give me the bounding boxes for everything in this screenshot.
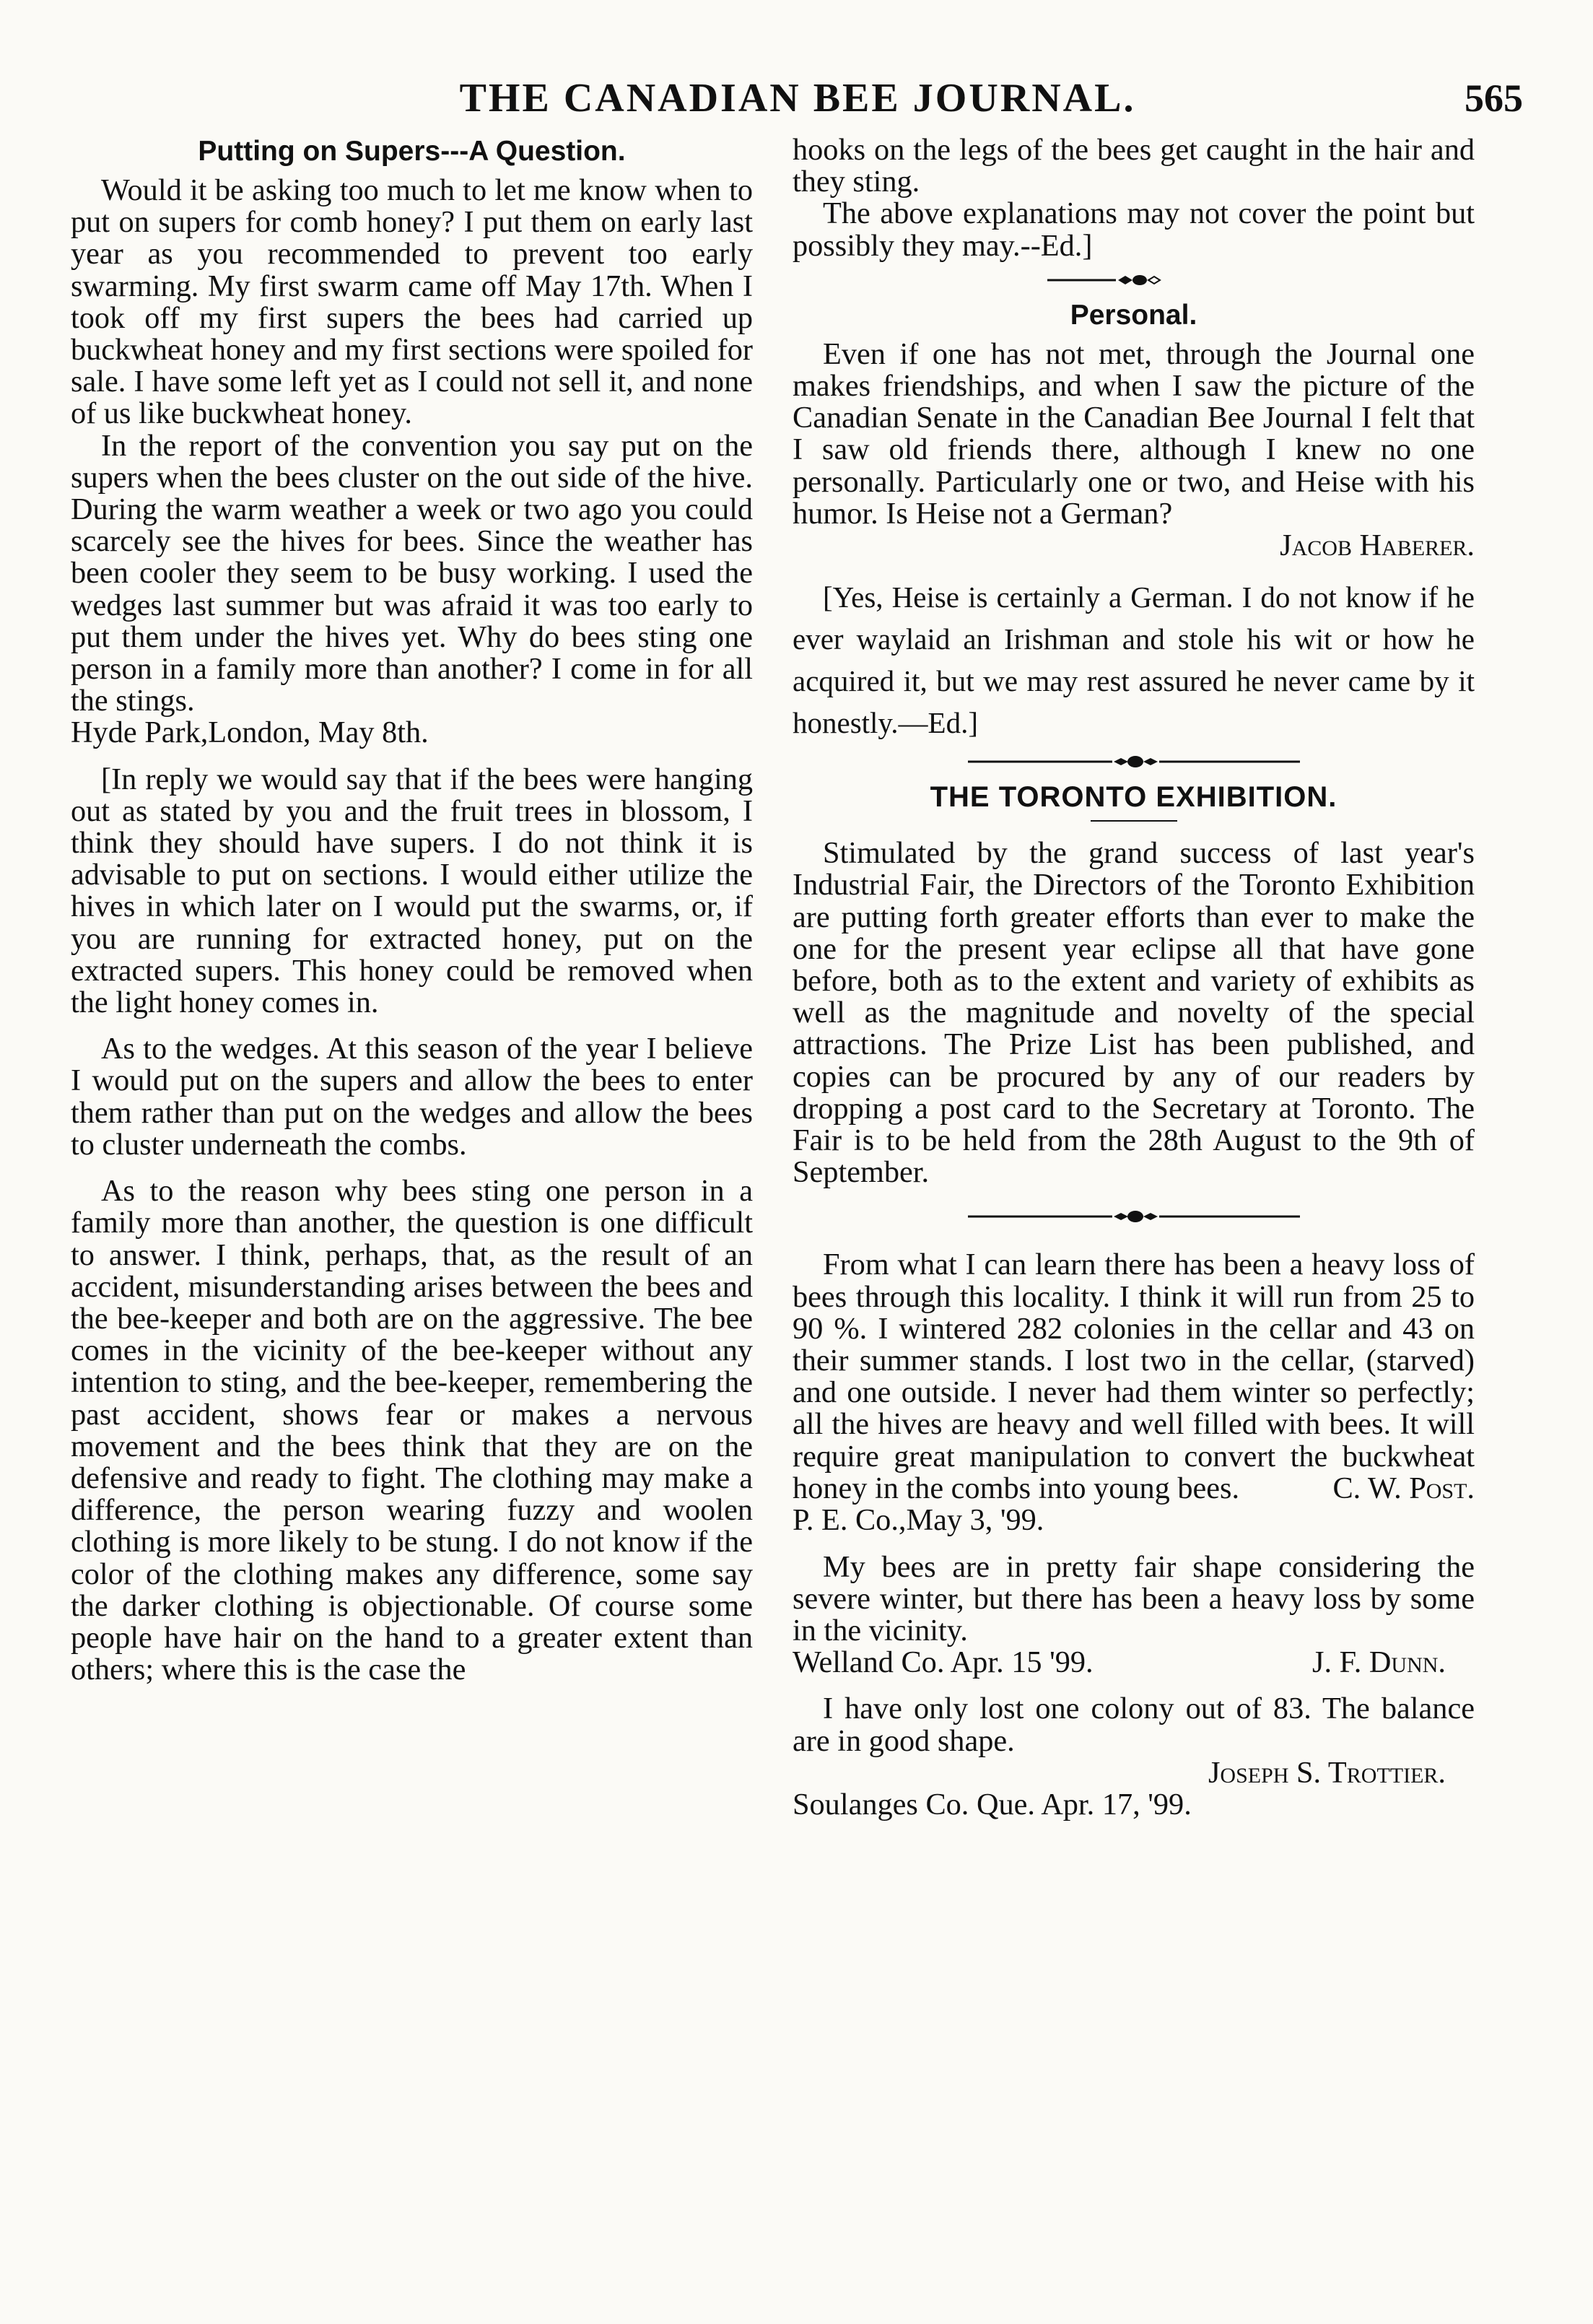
- personal-signature: Jacob Haberer.: [1280, 528, 1475, 563]
- personal-editor-reply: [Yes, Heise is certainly a German. I do not know if he ever waylaid an Irishman and stole his wit or how he acquired it, but we may rest assured he never came by it honestly.—Ed.]: [793, 580, 1475, 740]
- heading-underline: [1091, 820, 1177, 822]
- correspondence-signature: Joseph S. Trottier.: [1208, 1755, 1446, 1790]
- section-divider-ornament: [793, 262, 1475, 298]
- section-divider-ornament: [793, 744, 1475, 780]
- correspondence-signature: C. W. Post.: [1332, 1471, 1475, 1506]
- continued-paragraph: hooks on the legs of the bees get caught in the hair and they sting.: [793, 133, 1475, 199]
- personal-paragraph: Even if one has not met, through the Journal one makes friendships, and when I saw the picture of the Canadian Senate in the Canadian Bee Journal I felt that I saw old friends there, although I knew no one personally. Particularly one or two, and Heise with his humor. Is Heise not a German?: [793, 336, 1475, 531]
- correspondence-place: Welland Co. Apr. 15 '99.: [793, 1645, 1094, 1680]
- correspondence-paragraph: From what I can learn there has been a heavy loss of bees through this locality. I think it will run from 25 to 90 %. I wintered 282 colonies in the cellar and 43 on their summer stands. I lost two in the cellar, (starved) and one outside. I never had them winter so perfectly; all the hives are heavy and well filled with bees. It will require great manipulation to convert the buckwheat honey in the combs into young bees.: [793, 1248, 1475, 1505]
- article-heading-supers: Putting on Supers---A Question.: [198, 136, 626, 167]
- letter-dateline: Hyde Park,London, May 8th.: [71, 715, 429, 750]
- page-number: 565: [1465, 77, 1523, 120]
- article-heading-personal: Personal.: [1070, 299, 1197, 331]
- letter-paragraph: Would it be asking too much to let me know when to put on supers for comb honey? I put them on early last year as you recommended to prevent too early swarming. My first swarm came off May 17th. When I took off my first supers the bees had carried up buckwheat honey and my first sections were spoiled for sale. I have some left yet as I could not sell it, and none of us like buckwheat honey.: [71, 173, 753, 431]
- correspondence-paragraph: I have only lost one colony out of 83. The balance are in good shape.: [793, 1692, 1475, 1758]
- correspondence-signature: J. F. Dunn.: [1312, 1645, 1446, 1680]
- left-column: [71, 134, 753, 1686]
- correspondence-dateline: P. E. Co.,May 3, '99.: [793, 1503, 1044, 1538]
- right-column: [793, 134, 1475, 1821]
- running-title: THE CANADIAN BEE JOURNAL.: [459, 76, 1136, 121]
- correspondence-dateline-row: [793, 1647, 1475, 1679]
- editor-note-paragraph: The above explanations may not cover the point but possibly they may.--Ed.]: [793, 196, 1475, 263]
- exhibition-paragraph: Stimulated by the grand success of last year's Industrial Fair, the Directors of the Toronto Exhibition are putting forth greater efforts than ever to make the one for the present year eclipse all that have gone before, both as to the extent and variety of exhibits as well as the magnitude and novelty of the special attractions. The Prize List has been published, and copies can be procured by any of our readers by dropping a post card to the Secretary at Toronto. The Fair is to be held from the 28th August to the 9th of September.: [793, 836, 1475, 1190]
- correspondence-place: Soulanges Co. Que. Apr. 17, '99.: [793, 1787, 1192, 1822]
- article-heading-exhibition: THE TORONTO EXHIBITION.: [930, 781, 1337, 814]
- editor-reply-paragraph: As to the wedges. At this season of the year I believe I would put on the supers and allow the bees to enter them rather than put on the wedges and allow the bees to cluster underneath the combs.: [71, 1032, 753, 1162]
- letter-paragraph: In the report of the convention you say put on the supers when the bees cluster on the out side of the hive. During the warm weather a week or two ago you could scarcely see the hives for bees. Since the weather has been cooler they seem to be busy working. I used the wedges last summer but was afraid it was too early to put them under the hives yet. Why do bees sting one person in a family more than another? I come in for all the stings.: [71, 428, 753, 718]
- page-header: [72, 69, 1523, 127]
- correspondence-paragraph: My bees are in pretty fair shape considering the severe winter, but there has been a heavy loss by some in the vicinity.: [793, 1549, 1475, 1648]
- editor-reply-paragraph: [In reply we would say that if the bees were hanging out as stated by you and the fruit trees in blossom, I think they should have supers. I do not think it is advisable to put on sections. I would either utilize the hives in which later on I would put the swarms, or, if you are running for extracted honey, put on the extracted supers. This honey could be removed when the light honey comes in.: [71, 762, 753, 1020]
- section-divider-ornament: [793, 1198, 1475, 1235]
- editor-reply-paragraph: As to the reason why bees sting one person in a family more than another, the question is one difficult to answer. I think, perhaps, that, as the result of an accident, misunderstanding arises between the bees and the bee-keeper and both are on the aggressive. The bee comes in the vicinity of the bee-keeper without any intention to sting, and the bee-keeper, remembering the past accident, shows fear or makes a nervous movement and the bees think that they are on the defensive and ready to fight. The clothing may make a difference, the person wearing fuzzy and woolen clothing is more likely to be stung. I do not know if the color of the clothing makes any difference, some say the darker clothing is objectionable. Of course some people have hair on the hand to a greater extent than others; where this is the case the: [71, 1174, 753, 1687]
